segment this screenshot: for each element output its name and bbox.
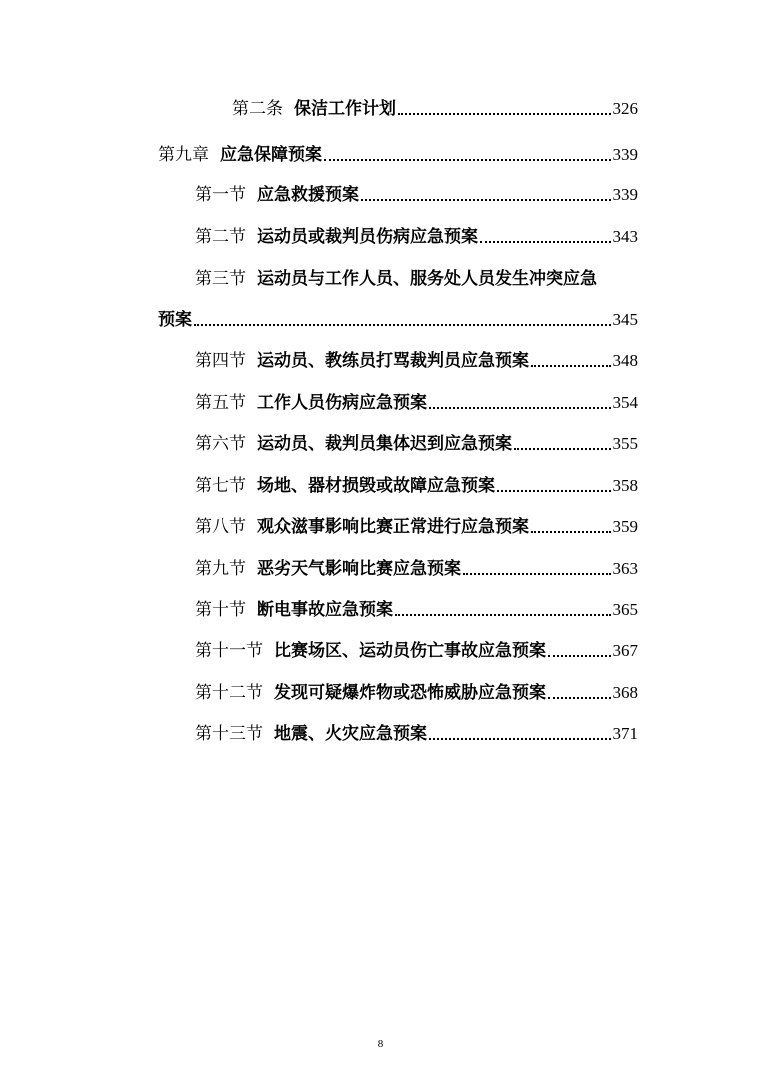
toc-entry-page: 367 — [612, 641, 638, 660]
toc-entry[interactable] — [195, 678, 638, 704]
toc-entry-page: 365 — [612, 600, 638, 619]
toc-entry-prefix: 第二条 — [232, 99, 283, 119]
toc-entry-title: 运动员、裁判员集体迟到应急预案 — [257, 434, 512, 454]
toc-entry[interactable] — [195, 636, 638, 662]
toc-entry[interactable] — [195, 471, 638, 497]
toc-entry-page: 339 — [612, 185, 638, 204]
toc-entry-page: 359 — [612, 517, 638, 536]
toc-entry-title: 比赛场区、运动员伤亡事故应急预案 — [274, 641, 546, 661]
dot-leader — [480, 241, 611, 243]
toc-entry-title: 运动员、教练员打骂裁判员应急预案 — [257, 351, 529, 371]
dot-leader — [429, 738, 611, 740]
toc-entry[interactable] — [195, 595, 638, 621]
toc-entry-prefix: 第五节 — [195, 393, 246, 413]
toc-entry-page: 368 — [612, 683, 638, 702]
toc-entry-prefix: 第十二节 — [195, 683, 263, 703]
toc-entry-continuation[interactable] — [158, 305, 638, 331]
toc-entry-prefix: 第十节 — [195, 600, 246, 620]
toc-entry-title: 工作人员伤病应急预案 — [257, 393, 427, 413]
toc-entry[interactable] — [195, 512, 638, 538]
toc-entry[interactable] — [195, 346, 638, 372]
dot-leader — [548, 655, 611, 657]
toc-entry-title: 恶劣天气影响比赛应急预案 — [257, 559, 461, 579]
toc-entry[interactable] — [232, 94, 638, 120]
page-number: 8 — [377, 1038, 384, 1050]
toc-entry-prefix: 第四节 — [195, 351, 246, 371]
dot-leader — [463, 573, 611, 575]
toc-entry-title: 场地、器材损毁或故障应急预案 — [257, 476, 495, 496]
toc-entry-page: 345 — [612, 310, 638, 329]
toc-entry-title: 应急救援预案 — [257, 185, 359, 205]
dot-leader — [324, 159, 611, 161]
toc-entry-prefix: 第九节 — [195, 559, 246, 579]
toc-entry-page: 354 — [612, 393, 638, 412]
dot-leader — [514, 448, 611, 450]
dot-leader — [531, 531, 611, 533]
dot-leader — [497, 490, 611, 492]
dot-leader — [361, 199, 611, 201]
toc-entry-page: 348 — [612, 351, 638, 370]
toc-entry[interactable] — [195, 429, 638, 455]
toc-entry-prefix: 第三节 — [195, 269, 246, 289]
toc-entry-prefix: 第八节 — [195, 517, 246, 537]
toc-entry-prefix: 第十一节 — [195, 641, 263, 661]
toc-entry-title: 应急保障预案 — [220, 145, 322, 165]
toc-entry-page: 355 — [612, 434, 638, 453]
toc-entry-title-continuation: 预案 — [158, 310, 192, 330]
toc-entry-prefix: 第二节 — [195, 227, 246, 247]
toc-entry-page: 343 — [612, 227, 638, 246]
toc-entry-page: 339 — [612, 145, 638, 164]
toc-entry[interactable] — [195, 264, 638, 290]
dot-leader — [429, 407, 611, 409]
toc-entry[interactable] — [195, 388, 638, 414]
toc-entry-title: 运动员或裁判员伤病应急预案 — [257, 227, 478, 247]
toc-entry-title: 发现可疑爆炸物或恐怖威胁应急预案 — [274, 683, 546, 703]
toc-entry-title: 观众滋事影响比赛正常进行应急预案 — [257, 517, 529, 537]
toc-entry-page: 371 — [612, 724, 638, 743]
dot-leader — [398, 113, 611, 115]
toc-entry-page: 358 — [612, 476, 638, 495]
toc-entry[interactable] — [195, 719, 638, 745]
toc-entry[interactable] — [158, 140, 638, 166]
dot-leader — [548, 697, 611, 699]
toc-entry[interactable] — [195, 180, 638, 206]
toc-entry-prefix: 第九章 — [158, 145, 209, 165]
toc-entry-title: 地震、火灾应急预案 — [274, 724, 427, 744]
toc-entry[interactable] — [195, 222, 638, 248]
toc-entry-prefix: 第六节 — [195, 434, 246, 454]
toc-entry-title: 断电事故应急预案 — [257, 600, 393, 620]
dot-leader — [194, 324, 611, 326]
toc-entry-prefix: 第一节 — [195, 185, 246, 205]
toc-entry-page: 326 — [612, 99, 638, 118]
toc-entry-title: 保洁工作计划 — [294, 99, 396, 119]
toc-entry-page: 363 — [612, 559, 638, 578]
toc-entry-prefix: 第七节 — [195, 476, 246, 496]
dot-leader — [531, 365, 611, 367]
toc-entry[interactable] — [195, 554, 638, 580]
toc-entry-title: 运动员与工作人员、服务处人员发生冲突应急 — [257, 269, 597, 289]
toc-entry-prefix: 第十三节 — [195, 724, 263, 744]
dot-leader — [395, 614, 611, 616]
